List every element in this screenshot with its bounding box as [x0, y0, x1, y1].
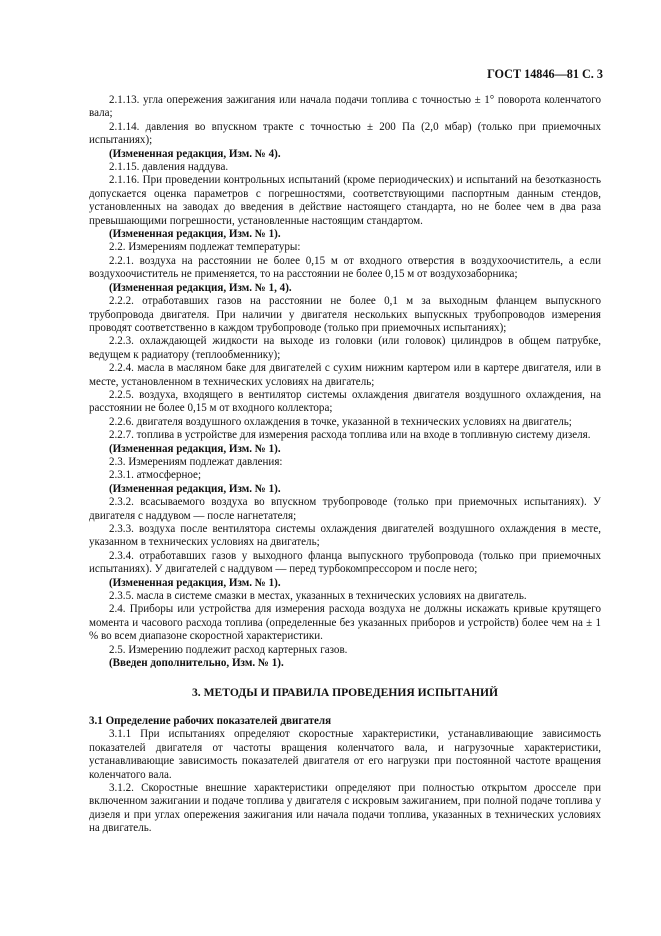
paragraph: 3.1.2. Скоростные внешние характеристики определяют при полностью открытом дросселе при включенном зажигании и подаче топлива у двигателя с искровым зажиганием, при полной подаче топлива у дизеля и при углах опережения зажигания или начала подачи топлива, указанных в технических условиях на двигатель. [89, 781, 601, 835]
paragraph: 2.2.2. отработавших газов на расстоянии не более 0,1 м за выходным фланцем выпускного трубопровода двигателя. При наличии у двигателя нескольких выпускных трубопроводов измерения проводят соответственно в каждом трубопроводе (только при приемочных испытаниях); [89, 295, 601, 334]
document-body [89, 94, 601, 836]
amendment-note: (Измененная редакция, Изм. № 1). [109, 228, 281, 241]
paragraph: 2.3. Измерениям подлежат давления: [109, 455, 283, 468]
paragraph: 2.2. Измерениям подлежат температуры: [109, 241, 301, 254]
paragraph: 2.1.13. угла опережения зажигания или начала подачи топлива с точностью ± 1° поворота коленчатого вала; [89, 94, 601, 120]
amendment-note: (Измененная редакция, Изм. № 1). [109, 442, 281, 455]
paragraph: 2.3.1. атмосферное; [109, 469, 202, 482]
paragraph: 2.2.7. топлива в устройстве для измерения расхода топлива или на входе в топливную систему дизеля. [109, 429, 591, 442]
subsection-title: 3.1 Определение рабочих показателей двигателя [89, 714, 332, 727]
paragraph: 2.2.6. двигателя воздушного охлаждения в точке, указанной в технических условиях на двигатель; [109, 415, 572, 428]
amendment-note: (Измененная редакция, Изм. № 1). [109, 576, 281, 589]
page-header: ГОСТ 14846—81 С. 3 [487, 67, 603, 81]
paragraph: 2.4. Приборы или устройства для измерения расхода воздуха не должны искажать кривые крутящего момента и часового расхода топлива (определенные без указанных приборов и устройств) более чем на ± 1 % во всем диапазоне скоростной характеристики. [89, 603, 601, 643]
paragraph: 3.1.1 При испытаниях определяют скоростные характеристики, устанавливающие зависимость показателей двигателя от частоты вращения коленчатого вала, и нагрузочные характеристики, устанавливающие зависимость показателей двигателя от его нагрузки при постоянной частоте вращения коленчатого вала. [89, 728, 601, 781]
amendment-note: (Измененная редакция, Изм. № 4). [109, 147, 281, 160]
paragraph: 2.1.14. давления во впускном тракте с точностью ± 200 Па (2,0 мбар) (только при приемочных испытаниях); [89, 120, 601, 147]
paragraph: 2.2.1. воздуха на расстоянии не более 0,15 м от входного отверстия в воздухоочиститель, а если воздухоочиститель не применяется, то на расстоянии не более 0,15 м от воздухозаборника; [89, 254, 601, 281]
paragraph: 2.2.4. масла в масляном баке для двигателей с сухим нижним картером или в картере двигателя, или в месте, установленном в технических условиях на двигатель; [89, 362, 601, 388]
paragraph: 2.2.3. охлаждающей жидкости на выходе из головки (или головок) цилиндров в общем патрубке, ведущем к радиатору (теплообменнику); [89, 335, 601, 361]
paragraph: 2.1.15. давления наддува. [109, 161, 229, 174]
section-title: 3. МЕТОДЫ И ПРАВИЛА ПРОВЕДЕНИЯ ИСПЫТАНИЙ [191, 686, 499, 700]
paragraph: 2.3.2. всасываемого воздуха во впускном трубопроводе (только при приемочных испытаниях). У двигателя с наддувом — после нагнетателя; [89, 496, 601, 522]
amendment-note: (Введен дополнительно, Изм. № 1). [109, 657, 284, 670]
paragraph: 2.3.4. отработавших газов у выходного фланца выпускного трубопровода (только при приемочных испытаниях). У двигателей с наддувом — перед турбокомпрессором и после него; [89, 549, 601, 576]
amendment-note: (Измененная редакция, Изм. № 1, 4). [109, 281, 292, 294]
paragraph: 2.5. Измерению подлежит расход картерных газов. [109, 643, 348, 656]
paragraph: 2.1.16. При проведении контрольных испытаний (кроме периодических) и испытаний на безотказность допускается оценка параметров с погрешностями, соответствующими паспортным данным стендов, установленных на заводах до введения в действие настоящего стандарта, но не более чем в два раза превышающими погрешности, установленные настоящим стандартом. [89, 174, 601, 227]
paragraph: 2.3.3. воздуха после вентилятора системы охлаждения двигателей воздушного охлаждения в месте, указанном в технических условиях на двигатель; [89, 523, 601, 549]
paragraph: 2.3.5. масла в системе смазки в местах, указанных в технических условиях на двигатель. [109, 590, 527, 603]
amendment-note: (Измененная редакция, Изм. № 1). [109, 482, 281, 495]
paragraph: 2.2.5. воздуха, входящего в вентилятор системы охлаждения двигателя воздушного охлаждения, на расстоянии не более 0,15 м от входного коллектора; [89, 388, 601, 415]
